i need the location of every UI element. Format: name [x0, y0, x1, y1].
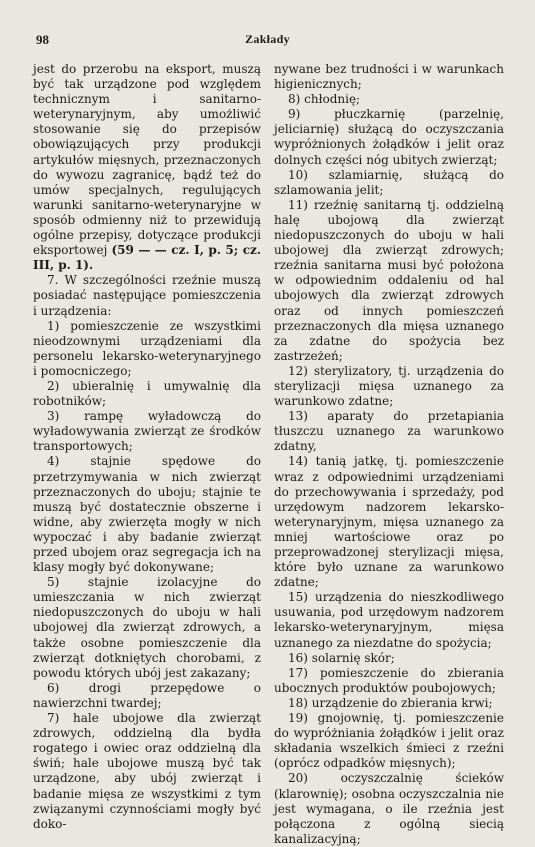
paragraph	[274, 590, 504, 650]
paragraph-text: 18) urządzenie do zbierania krwi;	[288, 695, 493, 710]
paragraph-text: 4) stajnie spędowe do przetrzymywania w nich zwierząt przeznaczonych do uboju; stajnie te muszą być dostatecznie obszerne i widne, aby zwierzęta mogły w nich wypoczać i aby badanie zwierząt przed ubojem oraz segregacja ich na klasy mogły być dokonywane;	[33, 454, 261, 575]
paragraph-text: nywane bez trudności i w warunkach higienicznych;	[274, 62, 504, 92]
paragraph-text: 6) drogi przepędowe o nawierzchni twardej;	[33, 680, 261, 710]
paragraph-text: 11) rzeźnię sanitarną tj. oddzielną halę ubojową dla zwierząt niedopuszczonych do uboju w hali ubojowej dla zwierząt zdrowych; rzeźnia sanitarna musi być położona w odpowiednim oddaleniu od hal ubojowych dla zwierząt zdrowych oraz od innych pomieszczeń przeznaczonych dla mięsa uznanego za zdatne do spożycia bez zastrzeżeń;	[274, 197, 504, 363]
paragraph	[274, 364, 504, 409]
paragraph	[274, 711, 504, 771]
paragraph-text: 16) solarnię skór;	[288, 650, 395, 665]
paragraph-text: 7. W szczególności rzeźnie muszą posiadać następujące pomieszczenia i urządzenia:	[33, 273, 261, 318]
paragraph	[274, 771, 504, 846]
paragraph-text: 10) szlamiarnię, służącą do szlamowania jelit;	[274, 167, 504, 197]
paragraph-text: 9) płuczkarnię (parzelnię, jeliciarnię) służącą do oczyszczania wypróżnionych żołądków i jelit oraz dolnych części nóg ubitych zwierząt;	[274, 107, 504, 167]
paragraph-text: 19) gnojownię, tj. pomieszczenie do wypróżniania żołądków i jelit oraz składania wszelkich śmieci z rzeźni (oprócz odpadków mięsnych);	[274, 711, 504, 771]
paragraph-text: 2) ubieralnię i umywalnię dla robotników;	[33, 378, 261, 409]
paragraph	[33, 454, 261, 575]
paragraph	[33, 319, 261, 379]
paragraph-text: 3) rampę wyładowczą do wyładowywania zwierząt ze środków transportowych;	[33, 409, 261, 454]
paragraph-text: 13) aparaty do przetapiania tłuszczu uznanego za warunkowo zdatny,	[274, 409, 504, 454]
paragraph	[33, 681, 261, 711]
paragraph	[274, 92, 504, 107]
paragraph	[274, 198, 504, 364]
running-title: Zakłady	[245, 32, 290, 46]
paragraph-text: 14) tanią jatkę, tj. pomieszczenie wraz z odpowiednimi urządzeniami do przechowywania i sprzedaży, pod urzędowym nadzorem lekarsko-weterynaryjnym, mięsa uznanego za mniej wartościowe oraz po przeprowadzonej sterylizacji mięsa, które było uznane za warunkowo zdatne;	[274, 454, 504, 590]
paragraph	[274, 62, 504, 92]
paragraph-text: 5) stajnie izolacyjne do umieszczania w nich zwierząt niedopuszczonych do uboju w hali ubojowej dla zwierząt zdrowych, a także osobne pomieszczenie dla zwierząt dotkniętych chorobami, z powodu których ubój jest zakazany;	[33, 575, 261, 680]
right-column	[274, 62, 504, 847]
paragraph-text: 7) hale ubojowe dla zwierząt zdrowych, oddzielną dla bydła rogatego i owiec oraz oddzielną dla świń; hale ubojowe muszą być tak urządzone, aby ubój zwierząt i badanie mięsa ze wszystkimi z tym związanymi czynnościami mogły być doko-	[33, 711, 261, 831]
paragraph	[274, 696, 504, 711]
page-number: 98	[36, 32, 49, 47]
paragraph	[33, 379, 261, 409]
paragraph-text: 1) pomieszczenie ze wszystkimi nieodzownymi urządzeniami dla personelu lekarsko-weterynaryjnego i pomocniczego;	[33, 318, 261, 378]
paragraph	[274, 666, 504, 696]
paragraph-text: 8) chłodnię;	[288, 92, 361, 107]
left-column	[33, 62, 261, 832]
paragraph	[33, 711, 261, 832]
legal-citation: (59 — — cz. I, p. 5; cz. III, p. 1).	[33, 243, 261, 273]
paragraph	[33, 575, 261, 681]
paragraph-text: jest do przerobu na eksport, muszą być tak urządzone pod względem technicznym i sanitarno-weterynaryjnym, aby umożliwić stosowanie się do przepisów obowiązujących przy produkcji artykułów mięsnych, przeznaczonych do wywozu zagranicę, bądź też do umów specjalnych, regulujących warunki sanitarno-weterynaryjne w sposób odmienny niż to przewidują ogólne przepisy, dotyczące produkcji eksportowej	[33, 62, 261, 258]
paragraph	[274, 454, 504, 590]
paragraph	[274, 651, 504, 666]
paragraph-text: 15) urządzenia do nieszkodliwego usuwania, pod urzędowym nadzorem lekarsko-weterynaryjnym, mięsa uznanego za niezdatne do spożycia;	[274, 590, 504, 650]
paragraph	[274, 107, 504, 167]
paragraph	[33, 409, 261, 454]
page-header	[36, 32, 499, 50]
paragraph	[274, 168, 504, 198]
paragraph-text: 20) oczyszczalnię ścieków (klarownię); osobna oczyszczalnia nie jest wymagana, o ile rzeźnia jest połączona z ogólną siecią kanalizacyjną;	[274, 771, 504, 846]
paragraph-text: 12) sterylizatory, tj. urządzenia do sterylizacji mięsa uznanego za warunkowo zdatne;	[274, 363, 504, 409]
paragraph	[274, 409, 504, 454]
paragraph	[33, 62, 261, 273]
paragraph-text: 17) pomieszczenie do zbierania ubocznych produktów poubojowych;	[274, 665, 504, 695]
paragraph	[33, 273, 261, 318]
